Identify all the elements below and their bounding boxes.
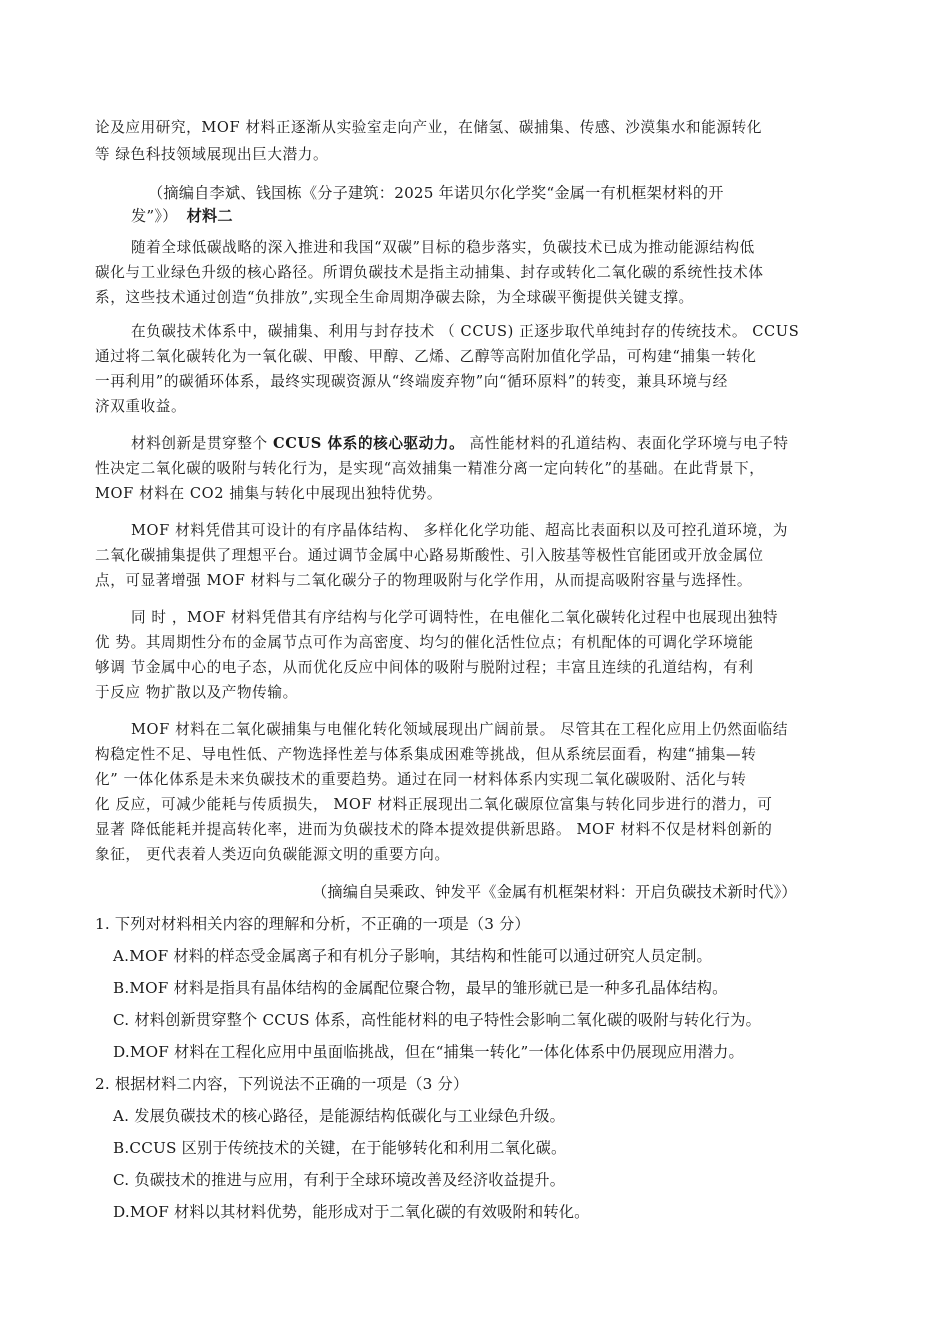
p4-line-3: 点，可显著增强 MOF 材料与二氧化碳分子的物理吸附与化学作用，从而提高吸附容量与选择性。 xyxy=(95,572,753,589)
p4-line-1: MOF 材料凭借其可设计的有序晶体结构、 多样化化学功能、超高比表面积以及可控孔道环境，为 xyxy=(131,522,789,539)
citation-1-tail: 发”》） xyxy=(131,207,178,225)
question-1-option-d: D.MOF 材料在工程化应用中虽面临挑战，但在“捕集一转化”一体化体系中仍展现应用潜力。 xyxy=(113,1043,744,1061)
p6-line-2: 构稳定性不足、导电性低、产物选择性差与体系集成困难等挑战，但从系统层面看，构建“捕集—转 xyxy=(95,746,757,763)
p5-line-1: 同 时 ，MOF 材料凭借其有序结构与化学可调特性，在电催化二氧化碳转化过程中也展现出独特 xyxy=(131,609,779,626)
p2-line-4: 济双重收益。 xyxy=(95,398,187,415)
question-1-option-a: A.MOF 材料的样态受金属离子和有机分子影响，其结构和性能可以通过研究人员定制。 xyxy=(113,947,712,965)
p6-line-6: 象征， 更代表着人类迈向负碳能源文明的重要方向。 xyxy=(95,846,450,863)
question-2-option-a: A. 发展负碳技术的核心路径，是能源结构低碳化与工业绿色升级。 xyxy=(113,1107,566,1125)
p6-line-3: 化” 一体化体系是未来负碳技术的重要趋势。通过在同一材料体系内实现二氧化碳吸附、活化与转 xyxy=(95,771,747,788)
citation-1-line-1: （摘编自李斌、钱国栋《分子建筑：2025 年诺贝尔化学奖“金属一有机框架材料的开 xyxy=(148,184,724,202)
p6-line-1: MOF 材料在二氧化碳捕集与电催化转化领域展现出广阔前景。 尽管其在工程化应用上仍然面临结 xyxy=(131,721,789,738)
citation-2: （摘编自吴乘政、钟发平《金属有机框架材料：开启负碳技术新时代》） xyxy=(312,883,797,901)
p1-line-2: 碳化与工业绿色升级的核心路径。所谓负碳技术是指主动捕集、封存或转化二氧化碳的系统性技术体 xyxy=(95,264,764,281)
p3-line-1-bold: CCUS 体系的核心驱动力。 xyxy=(272,435,465,452)
p5-line-4: 于反应 物扩散以及产物传输。 xyxy=(95,684,298,701)
p2-line-1: 在负碳技术体系中，碳捕集、利用与封存技术 （ CCUS) 正逐步取代单纯封存的传统技术。 CCUS xyxy=(131,323,800,340)
p6-line-4: 化 反应，可减少能耗与传质损失， MOF 材料正展现出二氧化碳原位富集与转化同步进行的潜力，可 xyxy=(95,796,773,813)
p2-line-3: 一再利用”的碳循环体系，最终实现碳资源从“终端废弃物”向“循环原料”的转变，兼具环境与经 xyxy=(95,373,728,390)
question-1-option-b: B.MOF 材料是指具有晶体结构的金属配位聚合物，最早的雏形就已是一种多孔晶体结构。 xyxy=(113,979,728,997)
question-1-stem: 1. 下列对材料相关内容的理解和分析，不正确的一项是（3 分） xyxy=(95,915,530,933)
p1-line-3: 系，这些技术通过创造“负排放”,实现全生命周期净碳去除，为全球碳平衡提供关键支撑。 xyxy=(95,289,694,306)
material-2-heading: 材料二 xyxy=(186,207,233,225)
p5-line-2: 优 势。其周期性分布的金属节点可作为高密度、均匀的催化活性位点；有机配体的可调化学环境能 xyxy=(95,634,754,651)
citation-1-line-2 xyxy=(131,206,233,226)
question-2-option-c: C. 负碳技术的推进与应用，有利于全球环境改善及经济收益提升。 xyxy=(113,1171,566,1189)
p1-line-1: 随着全球低碳战略的深入推进和我国“双碳”目标的稳步落实，负碳技术已成为推动能源结构低 xyxy=(131,239,755,256)
question-2-stem: 2. 根据材料二内容，下列说法不正确的一项是（3 分） xyxy=(95,1075,469,1093)
intro-line-2: 等 绿色科技领域展现出巨大潜力。 xyxy=(95,146,329,163)
intro-line-1: 论及应用研究，MOF 材料正逐渐从实验室走向产业，在储氢、碳捕集、传感、沙漠集水和能源转化 xyxy=(95,119,763,136)
p6-line-5: 显著 降低能耗并提高转化率，进而为负碳技术的降本提效提供新思路。 MOF 材料不仅是材料创新的 xyxy=(95,821,773,838)
p3-line-3: MOF 材料在 CO2 捕集与转化中展现出独特优势。 xyxy=(95,485,443,502)
p2-line-2: 通过将二氧化碳转化为一氧化碳、甲酸、甲醇、乙烯、乙醇等高附加值化学品，可构建“捕集一转化 xyxy=(95,348,757,365)
question-1-option-c: C. 材料创新贯穿整个 CCUS 体系，高性能材料的电子特性会影响二氧化碳的吸附与转化行为。 xyxy=(113,1011,761,1029)
p3-line-1-start: 材料创新是贯穿整个 xyxy=(131,435,273,452)
p3-line-1 xyxy=(131,434,789,454)
p4-line-2: 二氧化碳捕集提供了理想平台。通过调节金属中心路易斯酸性、引入胺基等极性官能团或开放金属位 xyxy=(95,547,764,564)
p3-line-1-end: 高性能材料的孔道结构、表面化学环境与电子特 xyxy=(464,435,789,452)
p5-line-3: 够调 节金属中心的电子态，从而优化反应中间体的吸附与脱附过程；丰富且连续的孔道结构，有利 xyxy=(95,659,754,676)
p3-line-2: 性决定二氧化碳的吸附与转化行为，是实现“高效捕集一精准分离一定向转化”的基础。在此背景下， xyxy=(95,460,765,477)
question-2-option-d: D.MOF 材料以其材料优势，能形成对于二氧化碳的有效吸附和转化。 xyxy=(113,1203,590,1221)
question-2-option-b: B.CCUS 区别于传统技术的关键，在于能够转化和利用二氧化碳。 xyxy=(113,1139,567,1157)
